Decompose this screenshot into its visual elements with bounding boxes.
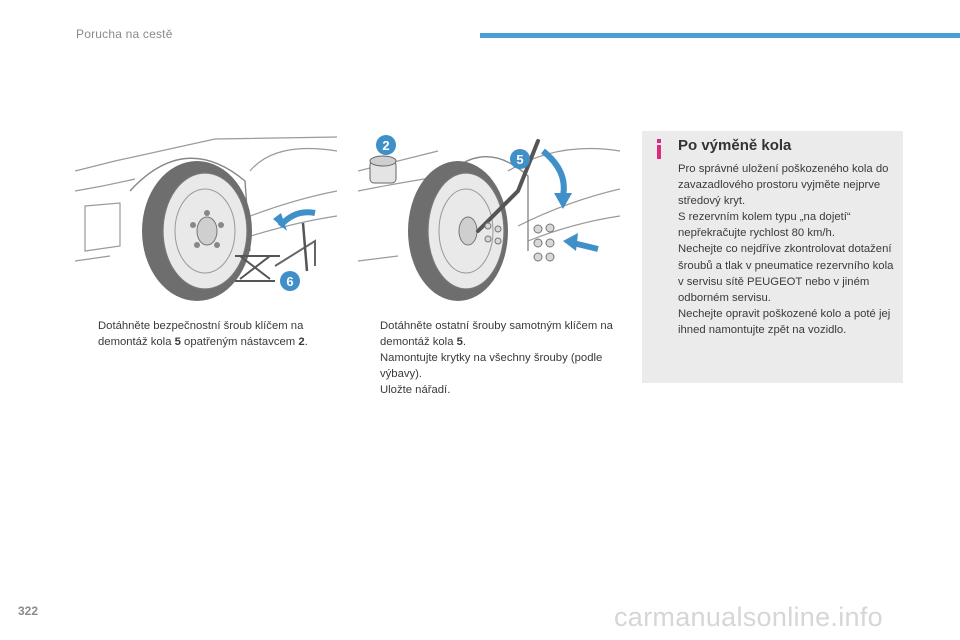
step-list-left (76, 318, 338, 350)
info-box (642, 131, 903, 383)
svg-text:6: 6 (286, 274, 294, 289)
callout-2 (376, 135, 396, 155)
info-title: Po výměně kola (678, 137, 792, 154)
step-list-right (358, 318, 623, 398)
callout-5 (510, 149, 530, 169)
wheel-icon (408, 161, 508, 301)
svg-text:5: 5 (516, 152, 524, 167)
header-accent-bar (480, 33, 960, 38)
watermark: carmanualsonline.info (614, 602, 883, 632)
list-item: Dotáhněte bezpečnostní šroub klíčem na demontáž kola 5 opatřeným nástavcem 2. (98, 320, 308, 348)
info-icon (654, 139, 664, 159)
list-item: Dotáhněte ostatní šrouby samotným klíčem na demontáž kola 5. (380, 320, 613, 348)
list-item: Uložte nářadí. (380, 384, 451, 396)
callout-6 (280, 271, 300, 291)
bolt-cap-icon (370, 156, 396, 183)
list-item: Namontujte krytky na všechny šrouby (podle výbavy). (380, 352, 603, 380)
insert-arrow-icon (563, 233, 598, 251)
page-number: 322 (18, 604, 39, 618)
illustration-jack (75, 131, 337, 301)
illustration-wheel-brace (358, 131, 620, 301)
svg-text:2: 2 (382, 138, 390, 153)
section-title: Porucha na cestě (76, 27, 173, 41)
info-text: Pro správné uložení poškozeného kola do zavazadlového prostoru vyjměte nejprve středový kryt. S rezervním kolem typu „na dojetí“ nepřekračujte rychlost 80 km/h. Nechejte co nejdříve zkontrolovat dotažení šroubů a tlak v pneumatice rezervního kola v servisu sítě PEUGEOT nebo v jiném odborném servisu. Nechejte opravit poškozené kolo a poté jej ihned namontujte zpět na vozidlo. (678, 163, 894, 336)
